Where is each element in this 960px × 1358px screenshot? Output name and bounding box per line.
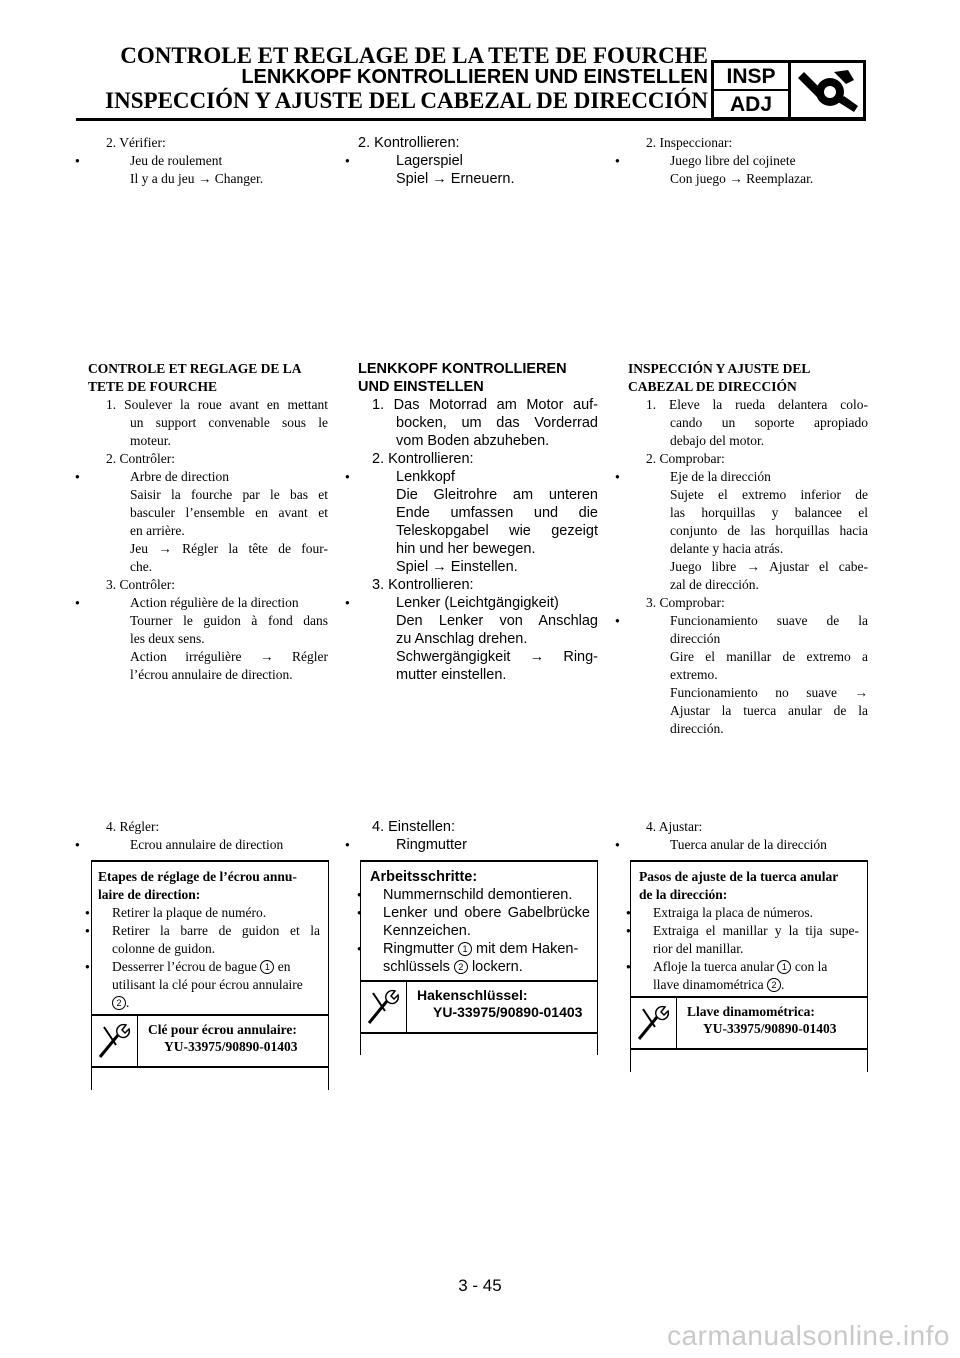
section-title: TETE DE FOURCHE xyxy=(88,379,218,394)
callout-1: 1 xyxy=(777,960,791,974)
text-line: Die Gleitrohre am unteren xyxy=(396,487,598,503)
bullet-line: ● Retirer la barre de guidon et la xyxy=(98,922,320,940)
step-line: 2. Vérifier: xyxy=(106,135,166,150)
tool-name: Llave dinamométrica: xyxy=(687,1004,815,1019)
bullet-line: ● Juego libre del cojinete xyxy=(628,152,868,170)
text-line: Tourner le guidon à fond dans xyxy=(130,613,328,628)
tool-name: Hakenschlüssel: xyxy=(417,987,528,1003)
text-line: debajo del motor. xyxy=(670,433,765,448)
step-line: 2. Contrôler: xyxy=(106,451,175,466)
tool-name: Clé pour écrou annulaire: xyxy=(148,1022,297,1037)
box-title: Pasos de ajuste de la tuerca anular xyxy=(639,869,839,884)
de-bottom-step xyxy=(358,818,598,854)
wrench-icon xyxy=(791,63,863,117)
fr-bottom-step xyxy=(88,818,328,854)
text-line: 1. Soulever la roue avant en mettant xyxy=(106,397,328,412)
text-span: con la xyxy=(794,959,828,974)
text-line: les deux sens. xyxy=(130,631,205,646)
watermark: carmanualsonline.info xyxy=(667,1320,950,1351)
box-rule xyxy=(91,860,329,862)
text-line: Juego libre → Ajustar el cabe- xyxy=(670,559,868,574)
text-line: las horquillas y balancee el xyxy=(670,505,868,520)
text-span: Afloje la tuerca anular xyxy=(653,959,775,974)
de-top-section xyxy=(358,134,598,188)
es-mid-section xyxy=(628,360,868,738)
step-line: 2. Comprobar: xyxy=(646,451,725,466)
callout-2: 2 xyxy=(767,978,781,992)
text-line: Gire el manillar de extremo a xyxy=(670,649,868,664)
fr-top-section xyxy=(88,134,328,188)
fr-box-content xyxy=(98,868,320,1012)
tool-code: YU-33975/90890-01403 xyxy=(433,1004,583,1020)
callout-1: 1 xyxy=(458,942,472,956)
text-line xyxy=(639,976,859,994)
text-line: extremo. xyxy=(670,667,718,682)
text-line: en arrière. xyxy=(130,523,185,538)
section-title: LENKKOPF KONTROLLIEREN xyxy=(358,361,567,377)
fr-mid-section xyxy=(88,360,328,684)
text-line: Action irrégulière → Régler xyxy=(130,649,328,664)
text-line: moteur. xyxy=(130,433,171,448)
de-box-content xyxy=(370,868,590,976)
fr-tool-row xyxy=(91,1014,329,1068)
text-line: l’écrou annulaire de direction. xyxy=(130,667,293,682)
bullet-line: ● Jeu de roulement xyxy=(88,152,328,170)
step-line: 4. Régler: xyxy=(106,819,160,834)
wrench-icon xyxy=(360,982,407,1032)
step-line: 4. Einstellen: xyxy=(372,819,456,835)
tool-code: YU-33975/90890-01403 xyxy=(164,1039,298,1054)
bullet-line: ● Lenker und obere Gabelbrücke xyxy=(370,904,590,922)
step-line: 4. Ajustar: xyxy=(646,819,703,834)
header-title-de: LENKKOPF KONTROLLIEREN UND EINSTELLEN xyxy=(241,66,708,88)
bullet-line: ● Funcionamiento suave de la xyxy=(628,612,868,630)
text-span: schlüssels xyxy=(383,959,450,975)
text-line: dirección. xyxy=(670,721,724,736)
text-line: colonne de guidon. xyxy=(112,941,216,956)
insp-adj-badge xyxy=(711,60,866,120)
text-span: . xyxy=(126,995,130,1010)
section-title: UND EINSTELLEN xyxy=(358,379,484,395)
text-line: Kennzeichen. xyxy=(383,923,471,939)
wrench-icon xyxy=(630,998,677,1048)
text-line: delante y hacia atrás. xyxy=(670,541,784,556)
text-span: Desserrer l’écrou de bague xyxy=(112,959,258,974)
text-line: Jeu → Régler la tête de four- xyxy=(130,541,328,556)
fr-tool-text xyxy=(138,1016,329,1066)
text-line xyxy=(98,994,320,1012)
text-line: Saisir la fourche par le bas et xyxy=(130,487,328,502)
text-line: Ende umfassen und die xyxy=(396,505,598,521)
callout-2: 2 xyxy=(454,960,468,974)
text-span: Ringmutter xyxy=(383,941,454,957)
bullet-line: ● Nummernschild demontieren. xyxy=(370,886,590,904)
text-line: Sujete el extremo inferior de xyxy=(670,487,868,502)
text-line: Teleskopgabel wie gezeigt xyxy=(396,523,598,539)
section-title: INSPECCIÓN Y AJUSTE DEL xyxy=(628,361,811,376)
de-tool-text xyxy=(407,982,598,1032)
text-line: Funcionamiento no suave → xyxy=(670,685,868,700)
text-line: cando un soporte apropiado xyxy=(670,415,868,430)
es-box-content xyxy=(639,868,859,994)
text-line: hin und her bewegen. xyxy=(396,541,536,557)
box-title: Etapes de réglage de l’écrou annu- xyxy=(98,869,297,884)
box-rule xyxy=(630,860,868,862)
bullet-line: ● Lenker (Leichtgängigkeit) xyxy=(358,594,598,612)
bullet-line: ● Extraiga la placa de números. xyxy=(639,904,859,922)
text-line: Den Lenker von Anschlag xyxy=(396,613,598,629)
bullet-line: ● Ringmutter xyxy=(358,836,598,854)
text-line xyxy=(370,958,590,976)
badge-adj-label: ADJ xyxy=(729,92,772,116)
text-line: mutter einstellen. xyxy=(396,667,507,683)
text-line: rior del manillar. xyxy=(653,941,744,956)
es-tool-text xyxy=(677,998,868,1048)
bullet-line: ● Ecrou annulaire de direction xyxy=(88,836,328,854)
text-line: Ajustar la tuerca anular de la xyxy=(670,703,868,718)
bullet-line xyxy=(370,940,590,958)
bullet-line xyxy=(639,958,859,976)
de-tool-row xyxy=(360,980,598,1034)
tool-code: YU-33975/90890-01403 xyxy=(703,1021,837,1036)
text-line: utilisant la clé pour écrou annulaire xyxy=(112,977,303,992)
badge-insp-label: INSP xyxy=(714,63,788,91)
text-span: llave dinamométrica xyxy=(653,977,764,992)
text-line: 1. Das Motorrad am Motor auf- xyxy=(372,397,598,413)
es-top-section xyxy=(628,134,868,188)
text-line: Spiel → Einstellen. xyxy=(396,559,518,575)
header-title-fr: CONTROLE ET REGLAGE DE LA TETE DE FOURCHE xyxy=(120,43,708,68)
bullet-line xyxy=(98,958,320,976)
bullet-line: ● Tuerca anular de la dirección xyxy=(628,836,868,854)
callout-2: 2 xyxy=(112,996,126,1010)
box-title: Arbeitsschritte: xyxy=(370,869,478,885)
section-title: CONTROLE ET REGLAGE DE LA xyxy=(88,361,302,376)
page-number: 3 - 45 xyxy=(458,1276,502,1295)
step-line: 3. Comprobar: xyxy=(646,595,725,610)
text-line: conjunto de las horquillas hacia xyxy=(670,523,868,538)
callout-1: 1 xyxy=(260,960,274,974)
text-span: . xyxy=(780,977,785,992)
bullet-line: ● Extraiga el manillar y la tija supe- xyxy=(639,922,859,940)
text-line: dirección xyxy=(670,631,721,646)
step-line: 3. Contrôler: xyxy=(106,577,175,592)
header-title-es: INSPECCIÓN Y AJUSTE DEL CABEZAL DE DIRECCIÓN xyxy=(105,88,708,113)
step-line: 2. Kontrollieren: xyxy=(372,451,474,467)
box-title: laire de direction: xyxy=(98,887,201,902)
text-span: lockern. xyxy=(471,959,523,975)
text-line: Spiel → Erneuern. xyxy=(396,171,515,187)
text-span: mit dem Haken- xyxy=(475,941,579,957)
step-line: 2. Kontrollieren: xyxy=(358,135,460,151)
es-tool-row xyxy=(630,996,868,1050)
text-line: vom Boden abzuheben. xyxy=(396,433,550,449)
bullet-line: ● Lenkkopf xyxy=(358,468,598,486)
bullet-line: ● Retirer la plaque de numéro. xyxy=(98,904,320,922)
de-mid-section xyxy=(358,360,598,684)
section-title: CABEZAL DE DIRECCIÓN xyxy=(628,379,797,394)
text-span: en xyxy=(277,959,291,974)
step-line: 2. Inspeccionar: xyxy=(646,135,733,150)
bullet-line: ● Action régulière de la direction xyxy=(88,594,328,612)
text-line: un support convenable sous le xyxy=(130,415,328,430)
text-line: zu Anschlag drehen. xyxy=(396,631,528,647)
bullet-line: ● Lagerspiel xyxy=(358,152,598,170)
box-rule xyxy=(360,860,598,862)
header-rule xyxy=(76,118,866,121)
step-line: 3. Kontrollieren: xyxy=(372,577,474,593)
bullet-line: ● Arbre de direction xyxy=(88,468,328,486)
text-line: Il y a du jeu → Changer. xyxy=(130,171,264,186)
text-line: zal de dirección. xyxy=(670,577,759,592)
text-line: 1. Eleve la rueda delantera colo- xyxy=(646,397,868,412)
text-line: Schwergängigkeit → Ring- xyxy=(396,649,598,665)
wrench-icon xyxy=(91,1016,138,1066)
text-line: basculer l’ensemble en avant et xyxy=(130,505,328,520)
es-bottom-step xyxy=(628,818,868,854)
bullet-line: ● Eje de la dirección xyxy=(628,468,868,486)
text-line: Con juego → Reemplazar. xyxy=(670,171,814,186)
text-line: bocken, um das Vorderrad xyxy=(396,415,598,431)
box-title: de la dirección: xyxy=(639,887,728,902)
text-line: che. xyxy=(130,559,153,574)
